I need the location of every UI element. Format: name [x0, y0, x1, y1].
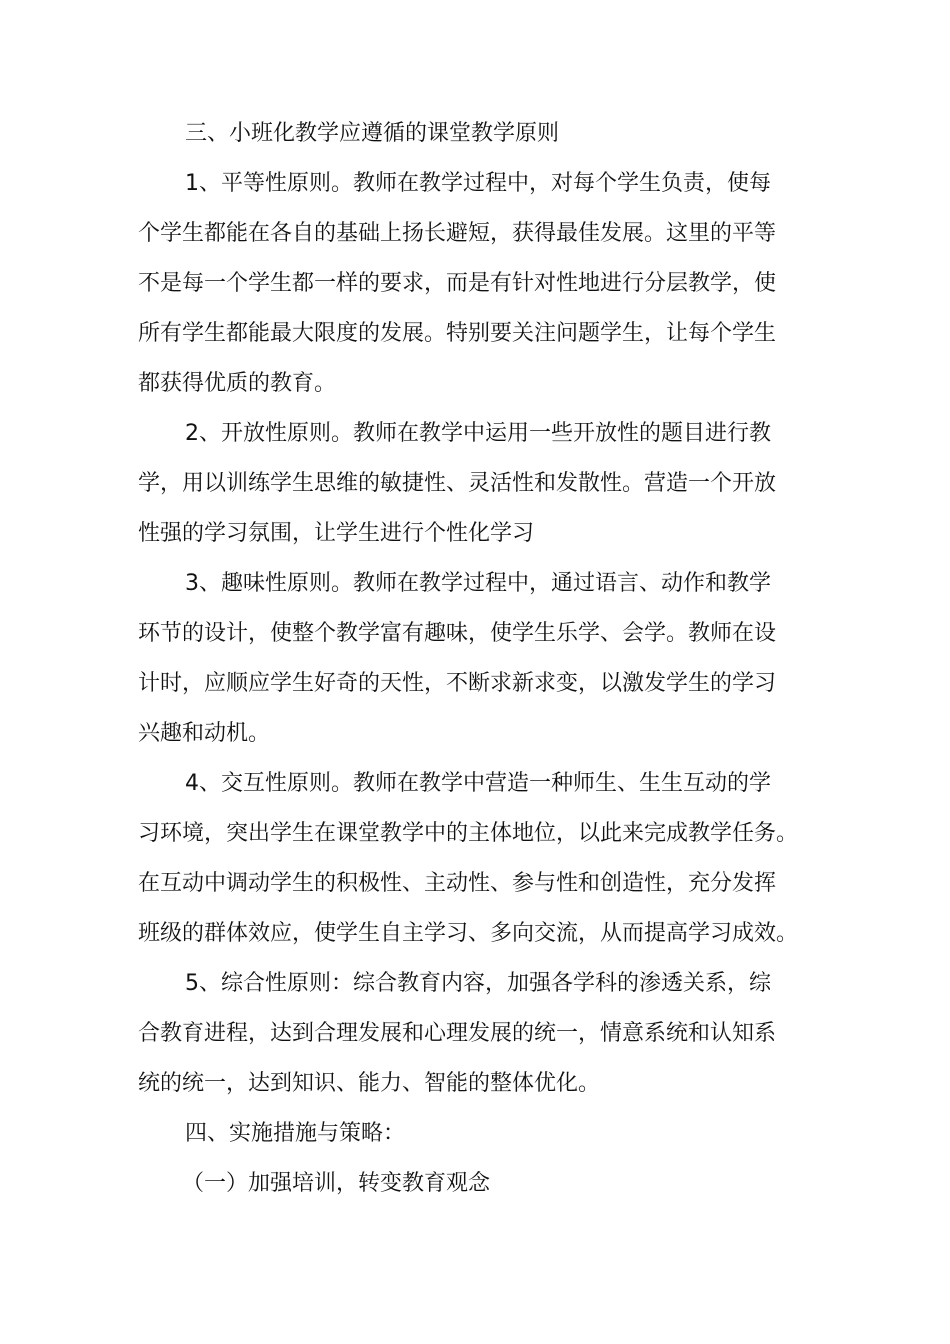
subsection-heading-one: （一）加强培训，转变教育观念: [182, 1171, 491, 1196]
paragraph-line: 所有学生都能最大限度的发展。特别要关注问题学生，让每个学生: [138, 321, 777, 346]
paragraph-line: 5、综合性原则：综合教育内容，加强各学科的渗透关系，综: [185, 971, 771, 996]
paragraph-line: 环节的设计，使整个教学富有趣味，使学生乐学、会学。教师在设: [138, 621, 777, 646]
principle-1-paragraph: [138, 159, 828, 409]
paragraph-line: 都获得优质的教育。: [138, 371, 337, 396]
principle-3-paragraph: [138, 559, 828, 759]
principle-4-paragraph: [138, 759, 828, 959]
paragraph-line: 计时，应顺应学生好奇的天性，不断求新求变，以激发学生的学习: [138, 671, 777, 696]
paragraph-line: 3、趣味性原则。教师在教学过程中，通过语言、动作和教学: [185, 571, 771, 596]
paragraph-line: 性强的学习氛围，让学生进行个性化学习: [138, 521, 535, 546]
paragraph-line: 学，用以训练学生思维的敏捷性、灵活性和发散性。营造一个开放: [138, 471, 777, 496]
section-heading-four: 四、实施措施与策略：: [185, 1121, 406, 1146]
paragraph-line: 习环境，突出学生在课堂教学中的主体地位，以此来完成教学任务。: [138, 821, 799, 846]
paragraph-line: 2、开放性原则。教师在教学中运用一些开放性的题目进行教: [185, 421, 771, 446]
paragraph-line: 个学生都能在各自的基础上扬长避短，获得最佳发展。这里的平等: [138, 221, 777, 246]
principle-2-paragraph: [138, 409, 828, 559]
paragraph-line: 4、交互性原则。教师在教学中营造一种师生、生生互动的学: [185, 771, 771, 796]
document-body: [138, 109, 828, 1209]
paragraph-line: 兴趣和动机。: [138, 721, 271, 746]
paragraph-line: 1、平等性原则。教师在教学过程中，对每个学生负责，使每: [185, 171, 771, 196]
paragraph-line: 在互动中调动学生的积极性、主动性、参与性和创造性，充分发挥: [138, 871, 777, 896]
principle-5-paragraph: [138, 959, 828, 1109]
section-heading-three: 三、小班化教学应遵循的课堂教学原则: [185, 121, 560, 146]
paragraph-line: 班级的群体效应，使学生自主学习、多向交流，从而提高学习成效。: [138, 921, 799, 946]
paragraph-line: 合教育进程，达到合理发展和心理发展的统一，情意系统和认知系: [138, 1021, 777, 1046]
paragraph-line: 统的统一，达到知识、能力、智能的整体优化。: [138, 1071, 601, 1096]
paragraph-line: 不是每一个学生都一样的要求，而是有针对性地进行分层教学，使: [138, 271, 777, 296]
